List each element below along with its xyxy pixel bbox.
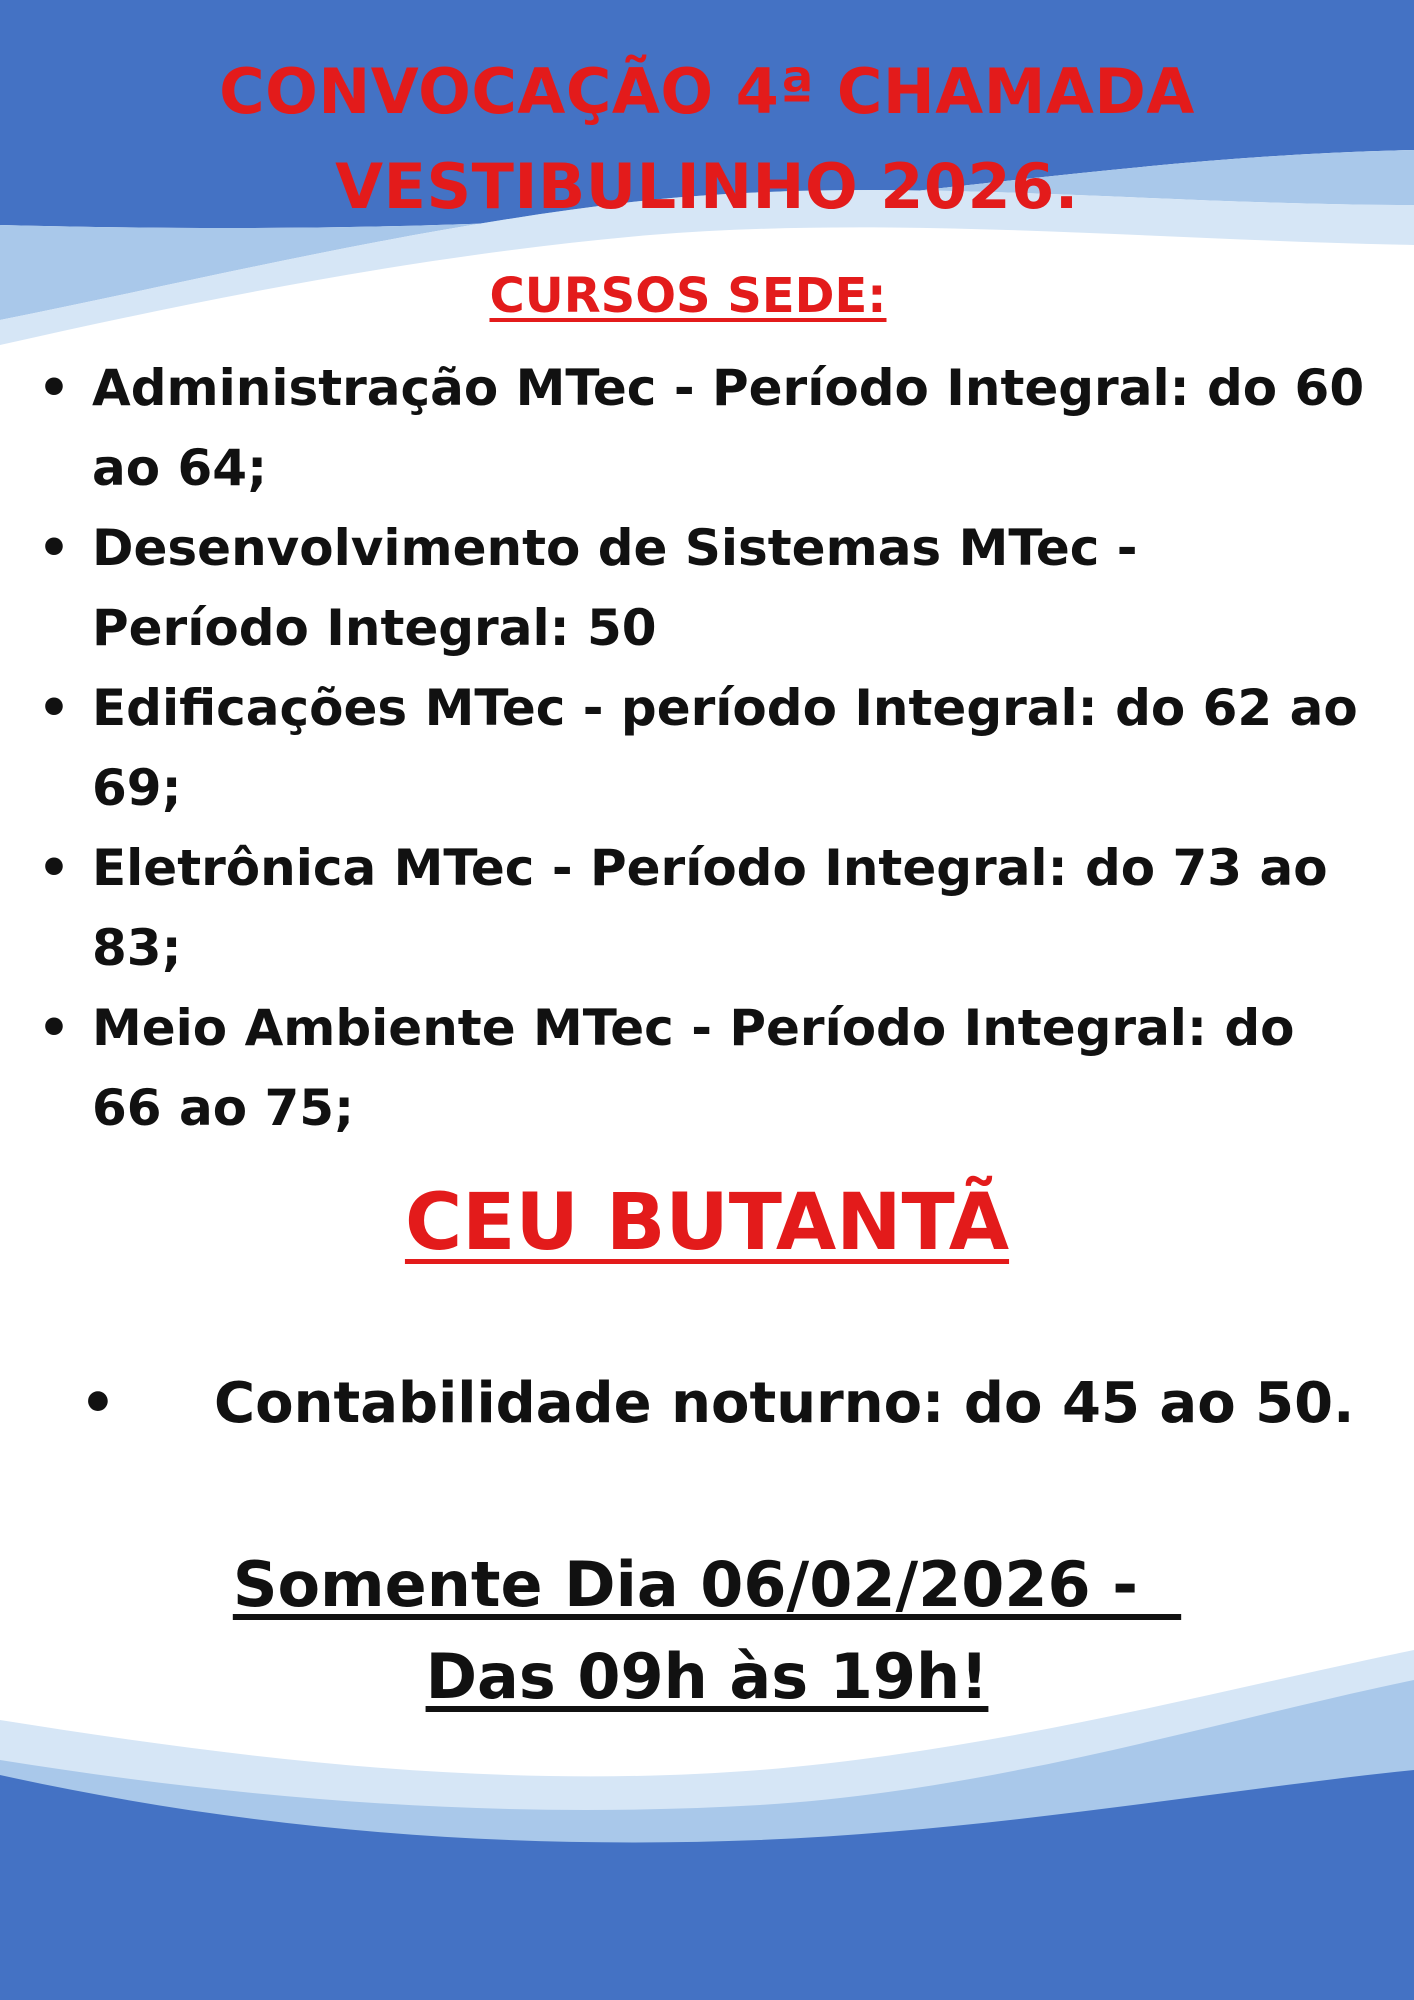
title-line-2: VESTIBULINHO 2026. (335, 150, 1079, 223)
cursos-sede-heading: CURSOS SEDE: (489, 268, 887, 324)
ceu-butanta-heading: CEU BUTANTÃ (404, 1178, 1010, 1268)
course-line-1: Edificações MTec - período Integral: do 62 ao (92, 679, 1358, 737)
course-item-desenvolvimento (38, 508, 1388, 668)
bullet-icon: • (80, 1371, 116, 1436)
schedule-date: Somente Dia 06/02/2026 - (232, 1548, 1182, 1621)
bullet-icon: • (38, 359, 70, 417)
bullet-icon: • (38, 999, 70, 1057)
schedule-hours: Das 09h às 19h! (425, 1640, 989, 1713)
course-line-1: Meio Ambiente MTec - Período Integral: do (92, 999, 1295, 1057)
course-item-edificacoes (38, 668, 1388, 828)
course-line-2: Período Integral: 50 (92, 599, 657, 657)
course-item-meio-ambiente (38, 988, 1388, 1148)
course-line-1: Eletrônica MTec - Período Integral: do 73 ao (92, 839, 1328, 897)
bullet-icon: • (38, 519, 70, 577)
ceu-course-text: Contabilidade noturno: do 45 ao 50. (214, 1371, 1355, 1436)
title-line-1: CONVOCAÇÃO 4ª CHAMADA (219, 55, 1195, 128)
bullet-icon: • (38, 679, 70, 737)
course-line-1: Administração MTec - Período Integral: do 60 (92, 359, 1365, 417)
course-line-1: Desenvolvimento de Sistemas MTec - (92, 519, 1138, 577)
course-item-administracao (38, 348, 1388, 508)
bullet-icon: • (38, 839, 70, 897)
course-line-2: 83; (92, 919, 182, 977)
course-line-2: ao 64; (92, 439, 268, 497)
course-line-2: 66 ao 75; (92, 1079, 355, 1137)
sede-course-list (38, 348, 1388, 1148)
course-item-eletronica (38, 828, 1388, 988)
course-line-2: 69; (92, 759, 182, 817)
